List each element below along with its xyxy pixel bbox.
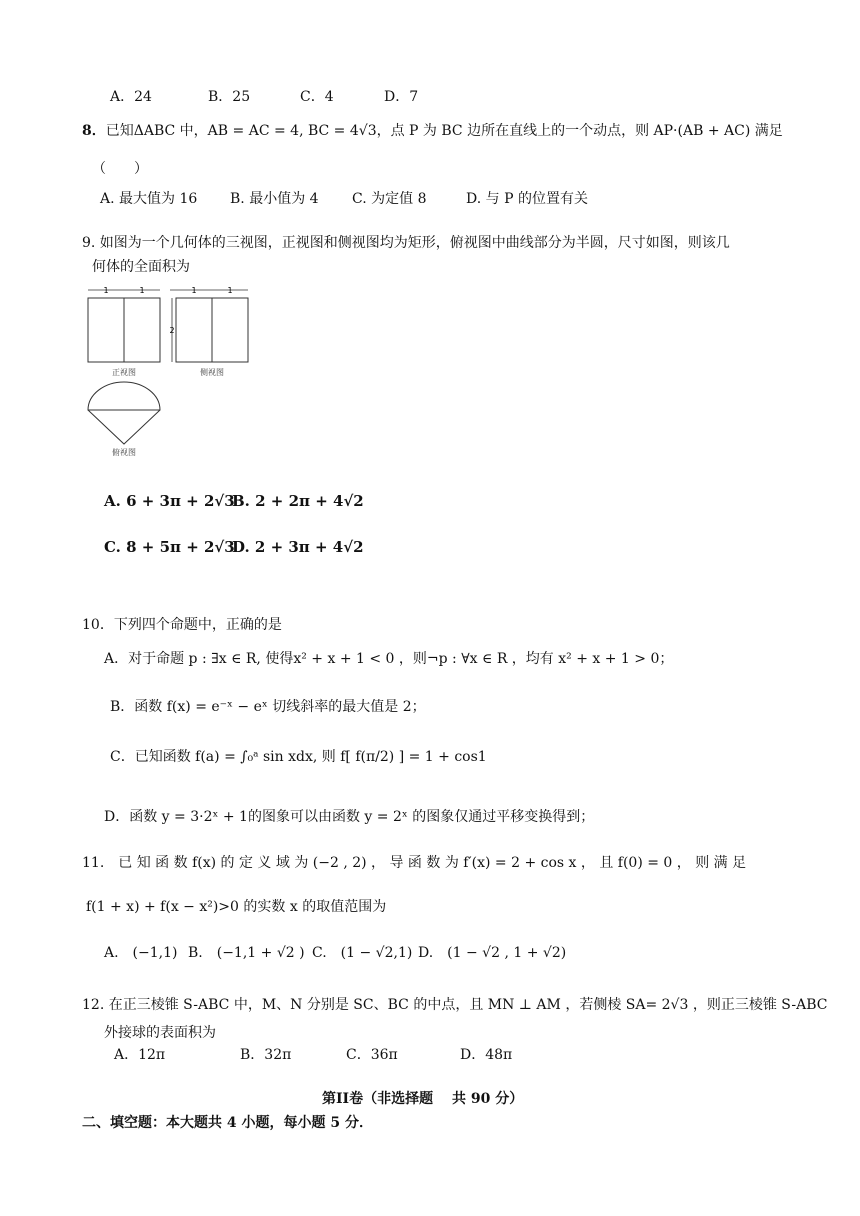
front-dim-1: 1 xyxy=(103,286,109,295)
q12-option-a: A．12π xyxy=(114,1047,166,1063)
q12-line2: 外接球的表面积为 xyxy=(104,1025,216,1041)
q9-text-line2: 何体的全面积为 xyxy=(92,259,190,275)
q7-option-a: A．24 xyxy=(110,89,152,105)
section-volume-title: 第II卷（非选择题 共 90 分） xyxy=(322,1091,524,1107)
front-view xyxy=(88,286,160,377)
side-view-label: 侧视图 xyxy=(200,368,224,377)
q10-option-b: B．函数 f(x) = e⁻ˣ − eˣ 切线斜率的最大值是 2； xyxy=(110,699,426,715)
q9-option-c: C. 8 + 5π + 2√3 xyxy=(104,538,235,556)
q8-option-b: B. 最小值为 4 xyxy=(230,191,319,207)
q10-option-c: C．已知函数 f(a) = ∫₀ᵃ sin xdx, 则 f[ f(π/2) ] = 1 + cos1 xyxy=(110,749,487,765)
q11-option-d: D. (1 − √2 , 1 + √2) xyxy=(418,945,567,961)
q9-option-b: B. 2 + 2π + 4√2 xyxy=(232,492,364,510)
q8-text: 已知ΔABC 中，AB = AC = 4, BC = 4√3，点 P 为 BC 边所在直线上的一个动点，则 AP·(AB + AC) 满足 xyxy=(105,123,783,139)
q8-question xyxy=(82,120,783,140)
q8-option-a: A. 最大值为 16 xyxy=(100,191,198,207)
side-dim-height: 2 xyxy=(169,326,175,335)
q8-option-d: D. 与 P 的位置有关 xyxy=(466,191,588,207)
front-dim-2: 1 xyxy=(139,286,145,295)
q10-option-a: A．对于命题 p : ∃x ∈ R, 使得x² + x + 1 < 0 ，则¬p : ∀x ∈ R ，均有 x² + x + 1 > 0； xyxy=(104,651,674,667)
q12-option-c: C．36π xyxy=(346,1047,398,1063)
q7-option-b: B．25 xyxy=(208,89,251,105)
q12-line1: 12. 在正三棱锥 S-ABC 中，M、N 分别是 SC、BC 的中点，且 MN ⊥ AM ，若侧棱 SA= 2√3 ，则正三棱锥 S-ABC xyxy=(82,997,828,1013)
side-dim-2: 1 xyxy=(227,286,233,295)
q8-number: 8． xyxy=(82,123,106,139)
q11-line2: f(1 + x) + f(x − x²)>0 的实数 x 的取值范围为 xyxy=(86,899,387,915)
q9-text-line1: 9. 如图为一个几何体的三视图，正视图和侧视图均为矩形，俯视图中曲线部分为半圆，尺寸如图，则该几 xyxy=(82,235,730,251)
q12-option-b: B．32π xyxy=(240,1047,292,1063)
q9-option-d: D. 2 + 3π + 4√2 xyxy=(232,538,364,556)
q7-option-c: C．4 xyxy=(300,89,334,105)
side-view xyxy=(169,286,248,377)
q12-option-d: D．48π xyxy=(460,1047,513,1063)
section-heading: 二、填空题：本大题共 4 小题，每小题 5 分． xyxy=(82,1115,373,1131)
q10-option-d: D．函数 y = 3·2ˣ + 1的图象可以由函数 y = 2ˣ 的图象仅通过平移变换得到； xyxy=(104,809,595,825)
side-dim-1: 1 xyxy=(191,286,197,295)
top-view-label: 俯视图 xyxy=(112,448,136,456)
top-view xyxy=(88,382,160,456)
q8-option-c: C. 为定值 8 xyxy=(352,191,427,207)
three-view-figure xyxy=(84,284,256,456)
front-view-label: 正视图 xyxy=(112,368,136,377)
q10-title: 10．下列四个命题中，正确的是 xyxy=(82,617,282,633)
q7-option-d: D．7 xyxy=(384,89,419,105)
q11-line1: 11. 已 知 函 数 f(x) 的 定 义 域 为 (−2 , 2) ， 导 函 数 为 f′(x) = 2 + cos x ， 且 f(0) = 0 ， 则 满 足 xyxy=(82,855,747,871)
q8-paren: （ ） xyxy=(92,161,148,177)
q11-option-b: B. (−1,1 + √2 ) xyxy=(188,945,305,961)
q11-option-c: C. (1 − √2,1) xyxy=(312,945,413,961)
q9-option-a: A. 6 + 3π + 2√3 xyxy=(104,492,235,510)
q11-option-a: A. (−1,1) xyxy=(104,945,178,961)
